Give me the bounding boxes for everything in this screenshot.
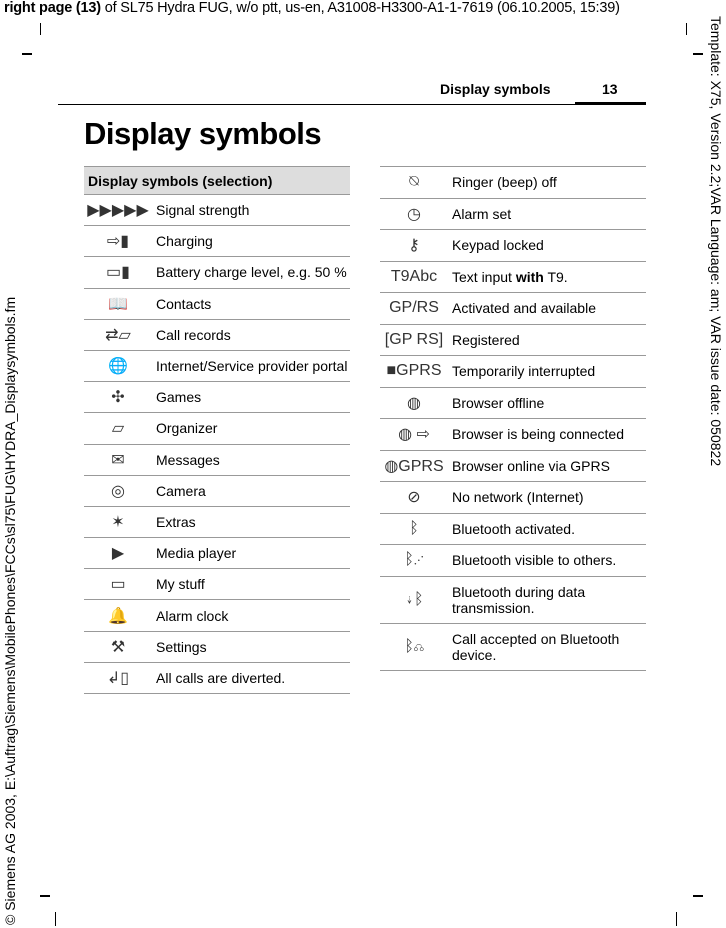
table-row (380, 482, 646, 514)
symbol-description: Temporarily interrupted (448, 356, 646, 388)
crop-mark (693, 895, 703, 897)
header-rule-accent (575, 102, 646, 105)
crop-mark (676, 912, 677, 926)
table-row (84, 319, 350, 350)
table-row (380, 450, 646, 482)
gprs-registered-icon: [GP RS] (380, 324, 448, 356)
charging-icon: ⇨▮ (84, 226, 152, 257)
display-symbols-table-left (84, 166, 350, 694)
symbol-description (448, 261, 646, 293)
crop-mark (40, 23, 41, 35)
symbol-description: Charging (152, 226, 350, 257)
symbol-description: Alarm set (448, 198, 646, 230)
symbol-description: Games (152, 382, 350, 413)
globe-icon: 🌐 (84, 350, 152, 381)
print-header-text: of SL75 Hydra FUG, w/o ptt, us-en, A31008-H3300-A1-1-7619 (06.10.2005, 15:39) (100, 0, 620, 16)
file-path-note: © Siemens AG 2003, E:\Auftrag\Siemens\MobilePhones\FCCs\sl75\FUG\HYDRA_Displaysymbols.fm (2, 296, 18, 925)
symbol-description: Bluetooth visible to others. (448, 545, 646, 577)
t9-icon: T9Abc (380, 261, 448, 293)
crop-mark (693, 53, 703, 55)
description-part: T9. (543, 268, 568, 285)
camera-icon: ◎ (84, 475, 152, 506)
template-note: Template: X75, Version 2.2;VAR Language: am; VAR issue date: 050822 (708, 16, 724, 467)
call-divert-icon: ↲▯ (84, 662, 152, 693)
table-row (380, 167, 646, 199)
bluetooth-transfer-icon: ⇣ᛒ (380, 576, 448, 623)
table-row (84, 569, 350, 600)
messages-icon: ✉ (84, 444, 152, 475)
table-header: Display symbols (selection) (84, 167, 350, 195)
symbol-description: Keypad locked (448, 230, 646, 262)
symbol-description: Activated and available (448, 293, 646, 325)
symbol-description: Alarm clock (152, 600, 350, 631)
table-row (380, 513, 646, 545)
table-row (380, 230, 646, 262)
symbol-description: Extras (152, 506, 350, 537)
description-part: with (515, 268, 544, 285)
display-symbols-table-right (380, 166, 646, 671)
symbol-description: Media player (152, 538, 350, 569)
symbol-description: Call records (152, 319, 350, 350)
table-row (84, 538, 350, 569)
bluetooth-call-icon: ᛒ☊ (380, 623, 448, 670)
symbol-description: Browser online via GPRS (448, 450, 646, 482)
table-row (380, 387, 646, 419)
print-header-prefix: right page (13) (4, 0, 101, 16)
ringer-off-icon: ⍉ (380, 167, 448, 199)
symbol-description: Browser is being connected (448, 419, 646, 451)
table-row (380, 293, 646, 325)
symbol-description: Contacts (152, 288, 350, 319)
table-row (84, 288, 350, 319)
browser-offline-icon: ◍ (380, 387, 448, 419)
header-rule (58, 104, 646, 105)
description-part: Text input (452, 268, 516, 285)
table-row (84, 257, 350, 288)
crop-mark (22, 53, 32, 55)
page-title: Display symbols (84, 116, 322, 151)
games-icon: ✣ (84, 382, 152, 413)
crop-mark (55, 912, 56, 926)
table-row (84, 195, 350, 226)
no-network-icon: ⊘ (380, 482, 448, 514)
gprs-available-icon: GP/RS (380, 293, 448, 325)
table-row (84, 226, 350, 257)
symbol-description: Browser offline (448, 387, 646, 419)
media-player-icon: ▶ (84, 538, 152, 569)
battery-icon: ▭▮ (84, 257, 152, 288)
extras-icon: ✶ (84, 506, 152, 537)
table-row (380, 261, 646, 293)
symbol-description: Organizer (152, 413, 350, 444)
symbol-description: Internet/Service provider portal (152, 350, 350, 381)
table-row (84, 350, 350, 381)
running-header-title: Display symbols (440, 81, 551, 97)
organizer-icon: ▱ (84, 413, 152, 444)
symbol-description: Registered (448, 324, 646, 356)
keypad-locked-icon: ⚷ (380, 230, 448, 262)
symbol-description: My stuff (152, 569, 350, 600)
table-row (84, 631, 350, 662)
table-row (84, 600, 350, 631)
table-row (380, 324, 646, 356)
table-row (84, 444, 350, 475)
gprs-interrupted-icon: ■GPRS (380, 356, 448, 388)
browser-gprs-icon: ◍GPRS (380, 450, 448, 482)
symbol-description: Settings (152, 631, 350, 662)
table-row (84, 413, 350, 444)
table-row (380, 576, 646, 623)
folder-icon: ▭ (84, 569, 152, 600)
bluetooth-visible-icon: ᛒ⋰ (380, 545, 448, 577)
symbol-description: Ringer (beep) off (448, 167, 646, 199)
alarm-clock-icon: 🔔 (84, 600, 152, 631)
table-row (380, 623, 646, 670)
crop-mark (40, 895, 50, 897)
page-number: 13 (602, 81, 618, 97)
print-header (4, 0, 620, 16)
symbol-description: Bluetooth activated. (448, 513, 646, 545)
browser-connecting-icon: ◍ ⇨ (380, 419, 448, 451)
crop-mark (686, 23, 687, 35)
symbol-description: Signal strength (152, 195, 350, 226)
symbol-description: Call accepted on Bluetooth device. (448, 623, 646, 670)
table-row (380, 545, 646, 577)
bluetooth-icon: ᛒ (380, 513, 448, 545)
table-row (380, 356, 646, 388)
symbol-description: Messages (152, 444, 350, 475)
table-row (84, 475, 350, 506)
symbol-description: Camera (152, 475, 350, 506)
symbol-description: Battery charge level, e.g. 50 % (152, 257, 350, 288)
table-row (380, 419, 646, 451)
symbol-description: No network (Internet) (448, 482, 646, 514)
alarm-set-icon: ◷ (380, 198, 448, 230)
signal-strength-icon: ▶▶▶▶▶ (84, 195, 152, 226)
table-row (84, 662, 350, 693)
table-row (84, 506, 350, 537)
symbol-description: Bluetooth during data transmission. (448, 576, 646, 623)
call-records-icon: ⇄▱ (84, 319, 152, 350)
symbol-description: All calls are diverted. (152, 662, 350, 693)
contacts-icon: 📖 (84, 288, 152, 319)
settings-icon: ⚒ (84, 631, 152, 662)
table-row (84, 382, 350, 413)
table-row (380, 198, 646, 230)
